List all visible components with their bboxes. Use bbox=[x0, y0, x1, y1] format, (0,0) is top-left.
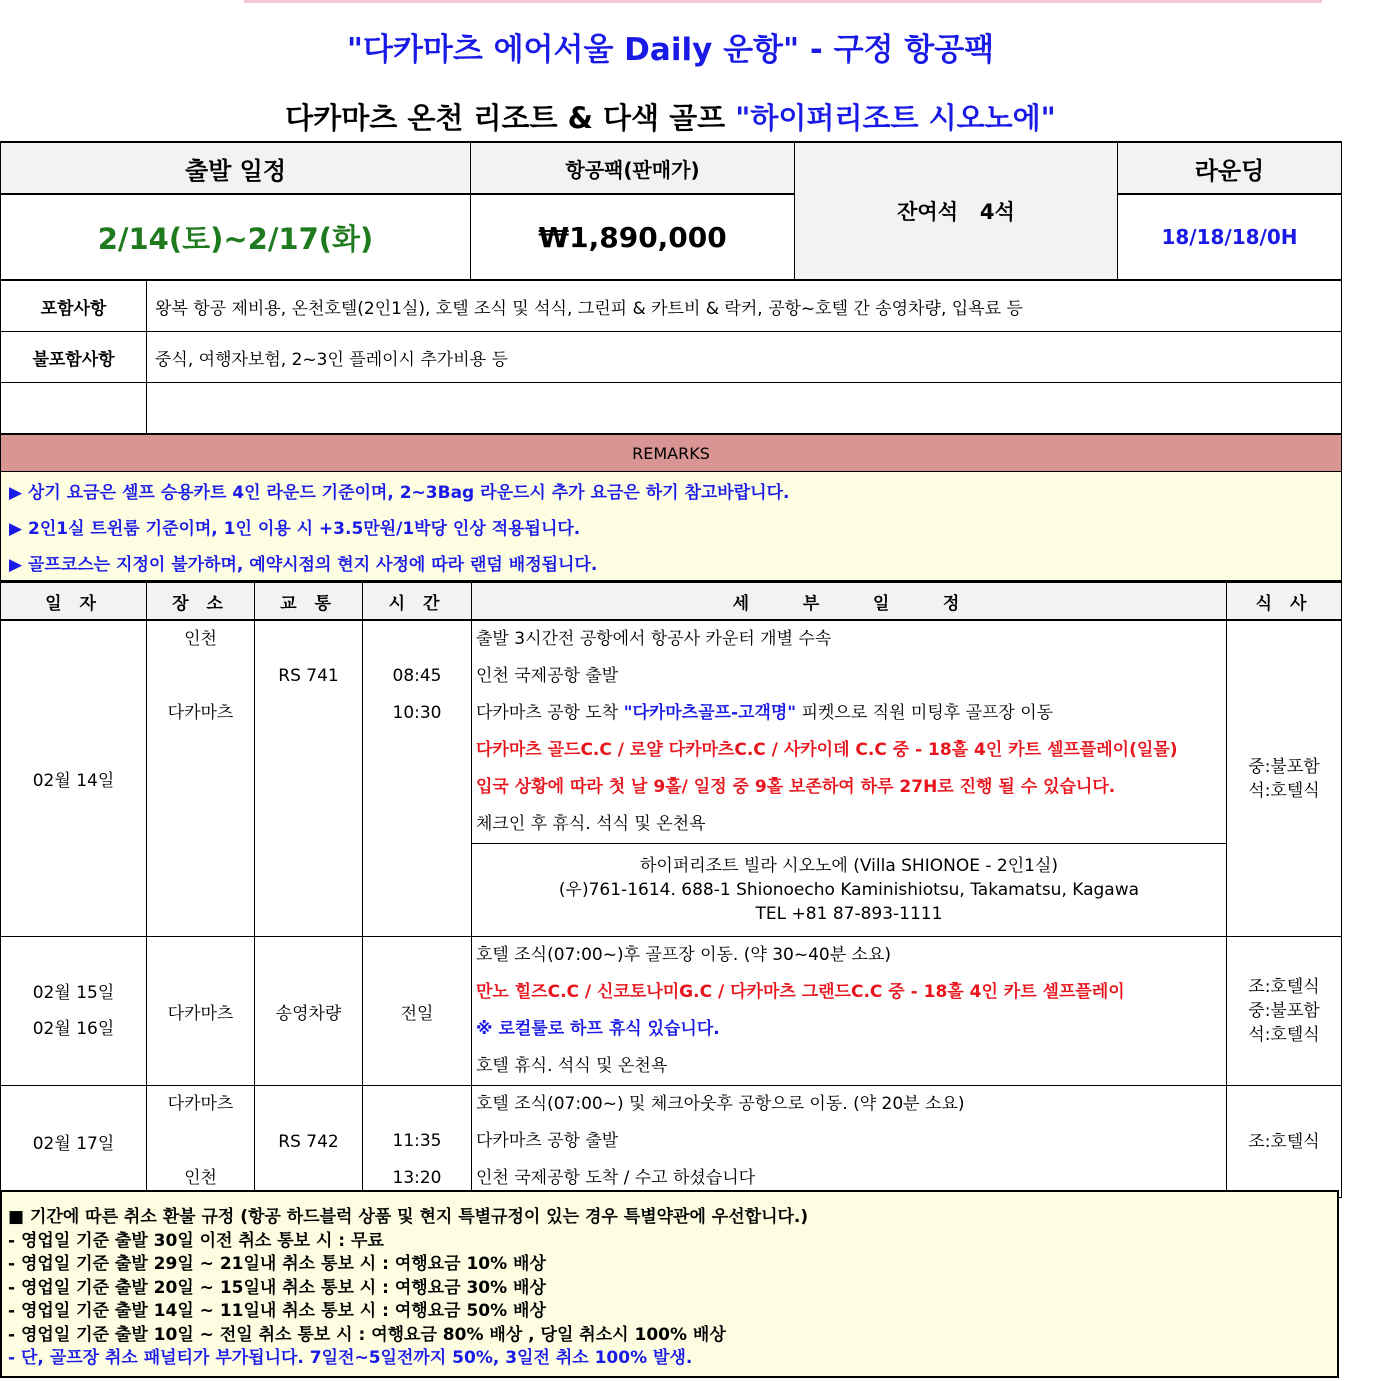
day2-row bbox=[1, 937, 1342, 1086]
date-item: 02월 15일 bbox=[32, 983, 115, 1003]
rounding-value: 18/18/18/0H bbox=[1118, 194, 1342, 280]
empty-text bbox=[147, 383, 1342, 434]
departure-label: 출발 일정 bbox=[1, 142, 471, 194]
cancellation-line: - 영업일 기준 출발 14일 ~ 11일내 취소 통보 시 : 여행요금 50% 배상 bbox=[8, 1301, 546, 1321]
hotel-phone: TEL +81 87-893-1111 bbox=[755, 904, 943, 924]
date-item: 02월 16일 bbox=[32, 1019, 115, 1039]
meal-item: 석:호텔식 bbox=[1248, 1025, 1320, 1045]
time-item: 08:45 bbox=[392, 666, 442, 686]
inclusions-table bbox=[0, 280, 1342, 434]
remark-item: ▶ 2인1실 트윈룸 기준이며, 1인 이용 시 +3.5만원/1박당 인상 적용됩니다. bbox=[1, 508, 1342, 544]
detail-line: 다카마츠 공항 출발 bbox=[476, 1131, 619, 1151]
detail-line: 호텔 조식(07:00~)후 골프장 이동. (약 30~40분 소요) bbox=[476, 945, 892, 965]
day3-transport: RS 742 bbox=[255, 1086, 363, 1198]
includes-label: 포함사항 bbox=[1, 281, 147, 332]
day2-details bbox=[472, 937, 1227, 1086]
meal-item: 중:불포함 bbox=[1248, 1001, 1320, 1021]
time-item: 11:35 bbox=[392, 1131, 442, 1151]
subtitle-highlight: "하이퍼리조트 시오노에" bbox=[735, 101, 1056, 135]
day1-places bbox=[147, 620, 255, 937]
excludes-text: 중식, 여행자보험, 2~3인 플레이시 추가비용 등 bbox=[147, 332, 1342, 383]
cancellation-title: ■ 기간에 따른 취소 환불 규정 (항공 하드블럭 상품 및 현지 특별규정이 있는 경우 특별약관에 우선합니다.) bbox=[8, 1207, 809, 1227]
cancellation-line: - 영업일 기준 출발 20일 ~ 15일내 취소 통보 시 : 여행요금 30% 배상 bbox=[8, 1277, 546, 1298]
header-transport: 교 통 bbox=[255, 582, 363, 620]
place-item: 다카마츠 bbox=[167, 1094, 234, 1114]
price-label: 항공팩(판매가) bbox=[471, 142, 795, 194]
hotel-address: (우)761-1614. 688-1 Shionoecho Kaminishiotsu, Takamatsu, Kagawa bbox=[558, 880, 1140, 900]
detail-line: 인천 국제공항 출발 bbox=[476, 666, 619, 686]
day2-transport: 송영차량 bbox=[255, 937, 363, 1086]
hotel-info bbox=[472, 844, 1227, 937]
summary-table bbox=[0, 141, 1342, 280]
day2-time: 전일 bbox=[363, 937, 472, 1086]
local-rule-note: ※ 로컬룰로 하프 휴식 있습니다. bbox=[476, 1019, 720, 1039]
day2-dates bbox=[1, 937, 147, 1086]
place-item: 인천 bbox=[184, 1168, 217, 1188]
detail-line: 인천 국제공항 도착 / 수고 하셨습니다 bbox=[476, 1168, 756, 1188]
cancellation-line: - 영업일 기준 출발 10일 ~ 전일 취소 통보 시 : 여행요금 80% 배상 , 당일 취소시 100% 배상 bbox=[8, 1324, 726, 1345]
empty-label bbox=[1, 383, 147, 434]
detail3-suffix: 피켓으로 직원 미팅후 골프장 이동 bbox=[796, 703, 1054, 723]
meal-item: 석:호텔식 bbox=[1248, 780, 1320, 801]
day2-meals bbox=[1227, 937, 1342, 1086]
day3-times bbox=[363, 1086, 472, 1198]
golf-penalty-note: - 단, 골프장 취소 패널티가 부가됩니다. 7일전~5일전까지 50%, 3일전 취소 100% 발생. bbox=[8, 1348, 693, 1368]
subtitle-prefix: 다카마츠 온천 리조트 & 다색 골프 bbox=[285, 101, 736, 135]
rounding-label: 라운딩 bbox=[1118, 142, 1342, 194]
day3-date: 02월 17일 bbox=[1, 1086, 147, 1198]
day1-times bbox=[363, 620, 472, 937]
header-time: 시 간 bbox=[363, 582, 472, 620]
detail-line: 호텔 휴식. 석식 및 온천욕 bbox=[476, 1056, 668, 1076]
time-item: 10:30 bbox=[392, 703, 442, 723]
cancellation-line: - 영업일 기준 출발 29일 ~ 21일내 취소 통보 시 : 여행요금 10% 배상 bbox=[8, 1254, 546, 1274]
remark-item: ▶ 골프코스는 지정이 불가하며, 예약시점의 현지 사정에 따라 랜덤 배정됩니다. bbox=[1, 544, 1342, 581]
package-price: ₩1,890,000 bbox=[471, 194, 795, 280]
itinerary-table bbox=[0, 581, 1342, 1198]
place-item: 다카마츠 bbox=[167, 703, 234, 723]
place-item bbox=[147, 658, 254, 695]
cancellation-policy bbox=[0, 1190, 1339, 1378]
day1-transport-cell bbox=[255, 620, 363, 937]
meal-item: 조:호텔식 bbox=[1248, 977, 1320, 997]
day1-row bbox=[1, 620, 1342, 844]
detail-line: 체크인 후 휴식. 석식 및 온천욕 bbox=[476, 814, 706, 834]
golf-note-line: 입국 상황에 따라 첫 날 9홀/ 일정 중 9홀 보존하여 하루 27H로 진행 될 수 있습니다. bbox=[476, 777, 1116, 797]
day3-meals bbox=[1227, 1086, 1342, 1198]
page-title: "다카마츠 에어서울 Daily 운항" - 구정 항공팩 bbox=[346, 32, 995, 68]
seats-remaining: 잔여석 4석 bbox=[795, 142, 1118, 280]
excludes-label: 불포함사항 bbox=[1, 332, 147, 383]
meal-item: 중:불포함 bbox=[1248, 756, 1320, 777]
golf-course-line: 만노 힐즈C.C / 신코토나미G.C / 다카마츠 그랜드C.C 중 - 18홀 4인 카트 셀프플레이 bbox=[476, 982, 1125, 1002]
day3-places bbox=[147, 1086, 255, 1198]
detail3-prefix: 다카마츠 공항 도착 bbox=[476, 703, 624, 723]
remark-item: ▶ 상기 요금은 셀프 승용카트 4인 라운드 기준이며, 2~3Bag 라운드시 추가 요금은 하기 참고바랍니다. bbox=[1, 472, 1342, 509]
hotel-name: 하이퍼리조트 빌라 시오노에 (Villa SHIONOE - 2인1실) bbox=[639, 856, 1058, 876]
cancellation-line: - 영업일 기준 출발 30일 이전 취소 통보 시 : 무료 bbox=[8, 1230, 384, 1251]
departure-dates: 2/14(토)~2/17(화) bbox=[1, 194, 471, 280]
day1-details bbox=[472, 620, 1227, 844]
place-item bbox=[147, 1123, 254, 1160]
picket-name: "다카마츠골프-고객명" bbox=[623, 703, 797, 723]
top-accent-line bbox=[244, 0, 1322, 3]
golf-course-line: 다카마츠 골드C.C / 로얄 다카마츠C.C / 사카이데 C.C 중 - 18홀 4인 카트 셀프플레이(일몰) bbox=[476, 740, 1178, 760]
time-item: 13:20 bbox=[392, 1168, 442, 1188]
day1-transport: RS 741 bbox=[278, 666, 339, 686]
remarks-header: REMARKS bbox=[1, 434, 1342, 472]
header-date: 일 자 bbox=[1, 582, 147, 620]
day1-date: 02월 14일 bbox=[1, 620, 147, 937]
header-place: 장 소 bbox=[147, 582, 255, 620]
meal-item: 조:호텔식 bbox=[1248, 1131, 1320, 1152]
detail-line bbox=[472, 695, 1226, 732]
header-detail: 세 부 일 정 bbox=[472, 582, 1227, 620]
day3-details bbox=[472, 1086, 1227, 1198]
itinerary-header-row bbox=[1, 582, 1342, 620]
detail-line: 출발 3시간전 공항에서 항공사 카운터 개별 수속 bbox=[476, 629, 832, 649]
page-subtitle bbox=[0, 96, 1341, 137]
includes-text: 왕복 항공 제비용, 온천호텔(2인1실), 호텔 조식 및 석식, 그린피 & 카트비 & 락커, 공항~호텔 간 송영차량, 입욕료 등 bbox=[147, 281, 1342, 332]
place-item: 인천 bbox=[184, 629, 217, 649]
day2-place: 다카마츠 bbox=[147, 937, 255, 1086]
remarks-table bbox=[0, 433, 1342, 581]
header-meal: 식 사 bbox=[1227, 582, 1342, 620]
day3-row bbox=[1, 1086, 1342, 1198]
detail-line: 호텔 조식(07:00~) 및 체크아웃후 공항으로 이동. (약 20분 소요) bbox=[476, 1094, 965, 1114]
day1-meals bbox=[1227, 620, 1342, 937]
